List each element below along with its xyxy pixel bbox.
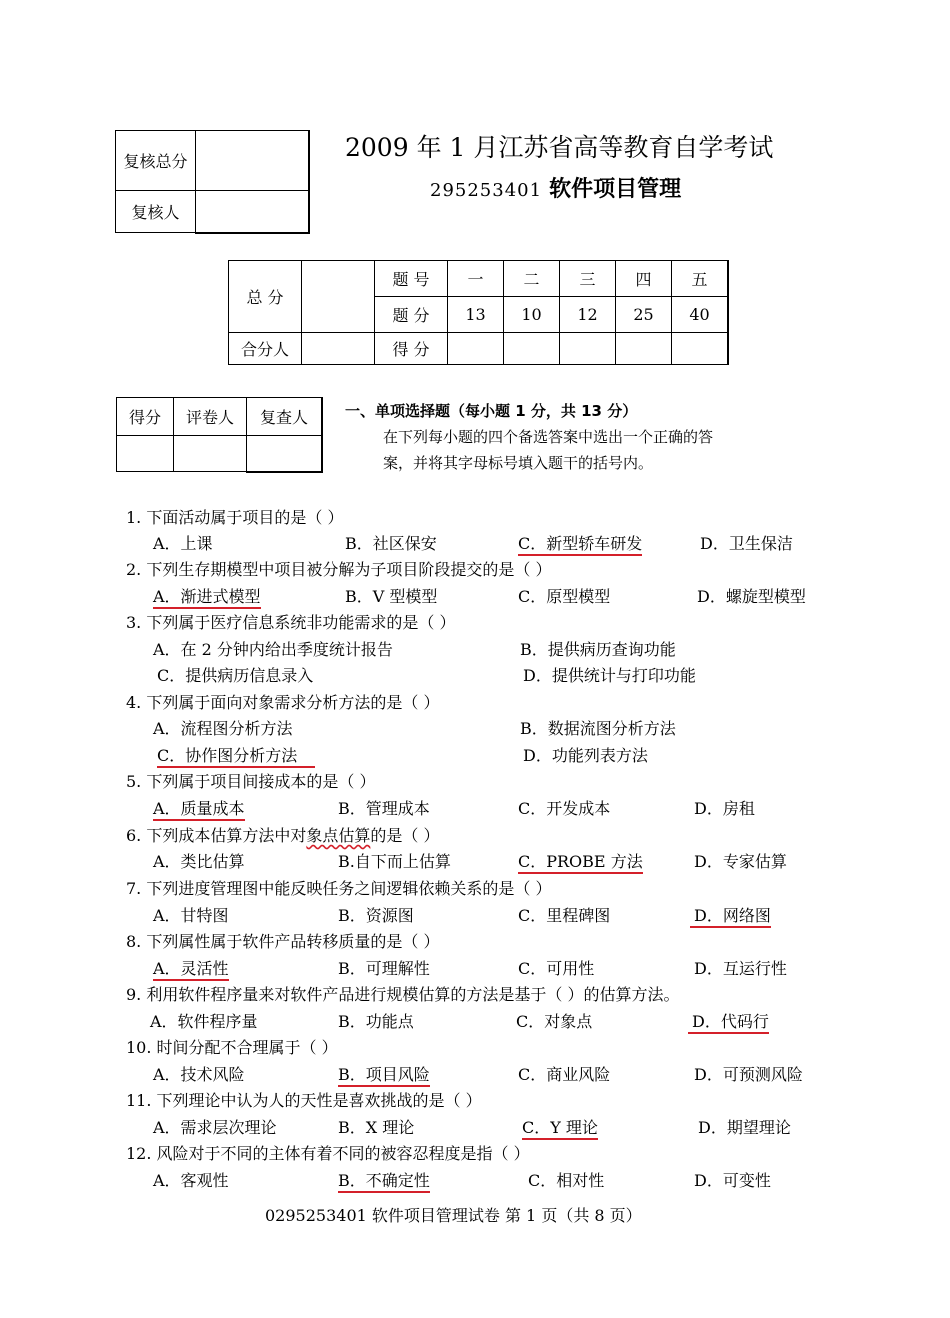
score-cell [504, 333, 560, 365]
section-header [345, 398, 713, 476]
reviewer-label: 复核人 [116, 191, 196, 233]
option: A．类比估算 [153, 852, 245, 871]
option: B．V 型模型 [345, 587, 438, 606]
section-points: 12 [560, 297, 616, 333]
exam-title: 2009 年 1 月江苏省高等教育自学考试 [345, 133, 774, 162]
question-stem: 7. 下列进度管理图中能反映任务之间逻辑依赖关系的是（ ） [126, 879, 552, 898]
option-answer [522, 1115, 598, 1138]
question-stem: 1. 下面活动属于项目的是（ ） [126, 508, 344, 527]
option: C．可用性 [518, 959, 595, 978]
section-heading: 一、单项选择题（每小题 1 分，共 13 分） [345, 402, 638, 420]
option: D．提供统计与打印功能 [523, 666, 696, 685]
reviewer-cell [196, 191, 310, 233]
option: C．提供病历信息录入 [157, 666, 314, 685]
question-stem: 2. 下列生存期模型中项目被分解为子项目阶段提交的是（ ） [126, 560, 552, 579]
score-cell [616, 333, 672, 365]
option: B．功能点 [338, 1012, 414, 1031]
answer-underline: B．项目风险 [338, 1065, 430, 1087]
option: C．相对性 [528, 1171, 605, 1190]
answer-underline: B．不确定性 [338, 1171, 430, 1193]
option: B．社区保安 [345, 534, 437, 553]
option: A．客观性 [153, 1171, 229, 1190]
option: B.自下而上估算 [338, 852, 451, 871]
option: C．对象点 [516, 1012, 593, 1031]
section-number: 一 [448, 261, 504, 297]
option: D．螺旋型模型 [697, 587, 806, 606]
answer-underline: A．质量成本 [153, 799, 245, 821]
section-number-label: 题 号 [375, 261, 448, 297]
option-answer [688, 1009, 769, 1032]
course-name: 软件项目管理 [549, 177, 682, 202]
spellcheck-mark: 象点估算 [306, 826, 371, 845]
page-footer: 0295253401 软件项目管理试卷 第 1 页（共 8 页） [265, 1206, 642, 1225]
question-stem: 10. 时间分配不合理属于（ ） [126, 1038, 338, 1057]
option: B．X 理论 [338, 1118, 415, 1137]
option: B．提供病历查询功能 [520, 640, 676, 659]
question-stem: 3. 下列属于医疗信息系统非功能需求的是（ ） [126, 613, 456, 632]
answer-underline: C．Y 理论 [522, 1118, 598, 1140]
answer-underline: A．渐进式模型 [153, 587, 261, 609]
option: D．功能列表方法 [523, 746, 648, 765]
section-number: 二 [504, 261, 560, 297]
option: A．上课 [153, 534, 213, 553]
section-instruction: 在下列每小题的四个备选答案中选出一个正确的答 [383, 428, 714, 446]
option-answer [153, 584, 261, 607]
combiner-cell [302, 333, 375, 365]
option: A．在 2 分钟内给出季度统计报告 [153, 640, 393, 659]
option-answer [338, 1062, 430, 1085]
combiner-label: 合分人 [229, 333, 302, 365]
answer-underline: C．协作图分析方法 [157, 746, 315, 768]
course-title [430, 172, 681, 203]
total-label: 总 分 [229, 261, 302, 333]
section-points: 13 [448, 297, 504, 333]
option: D．互运行性 [694, 959, 787, 978]
option: B．资源图 [338, 906, 414, 925]
option: A．软件程序量 [150, 1012, 258, 1031]
stem-text: 的是（ ） [370, 826, 440, 845]
option: A．技术风险 [153, 1065, 245, 1084]
section-number: 三 [560, 261, 616, 297]
score-label: 得分 [117, 398, 174, 436]
section-number: 五 [672, 261, 729, 297]
section-points-label: 题 分 [375, 297, 448, 333]
option: C．开发成本 [518, 799, 611, 818]
question-stem: 9. 利用软件程序量来对软件产品进行规模估算的方法是基于（ ）的估算方法。 [126, 985, 680, 1004]
question-stem [126, 823, 439, 846]
option-answer [153, 956, 229, 979]
score-label: 得 分 [375, 333, 448, 365]
answer-underline: C．PROBE 方法 [518, 852, 643, 874]
option: A．需求层次理论 [153, 1118, 277, 1137]
question-stem: 11. 下列理论中认为人的天性是喜欢挑战的是（ ） [126, 1091, 482, 1110]
question-stem: 8. 下列属性属于软件产品转移质量的是（ ） [126, 932, 440, 951]
option: B．数据流图分析方法 [520, 719, 676, 738]
grader-label: 评卷人 [174, 398, 247, 436]
option: D．房租 [694, 799, 755, 818]
option: D．可预测风险 [694, 1065, 803, 1084]
option-answer [157, 743, 315, 766]
checker-cell [247, 436, 323, 472]
stem-text: 6. 下列成本估算方法中对 [126, 826, 307, 845]
answer-underline: A．灵活性 [153, 959, 229, 981]
section-points: 25 [616, 297, 672, 333]
total-cell [302, 261, 375, 333]
question-stem: 12. 风险对于不同的主体有着不同的被容忍程度是指（ ） [126, 1144, 530, 1163]
checker-label: 复查人 [247, 398, 323, 436]
option: B．管理成本 [338, 799, 430, 818]
question-stem: 5. 下列属于项目间接成本的是（ ） [126, 772, 376, 791]
grader-cell [174, 436, 247, 472]
score-cell [560, 333, 616, 365]
option: A．甘特图 [153, 906, 229, 925]
course-code: 295253401 [430, 180, 543, 201]
answer-underline: D．代码行 [688, 1012, 769, 1034]
answer-underline: C．新型轿车研发 [518, 534, 642, 556]
option: B．可理解性 [338, 959, 430, 978]
option-answer [338, 1168, 430, 1191]
answer-underline: D．网络图 [690, 906, 771, 928]
review-total-label: 复核总分 [116, 131, 196, 191]
option: D．卫生保洁 [700, 534, 793, 553]
option: D．期望理论 [698, 1118, 791, 1137]
option-answer [518, 849, 643, 872]
option: A．流程图分析方法 [153, 719, 293, 738]
section-points: 40 [672, 297, 729, 333]
option: C．原型模型 [518, 587, 611, 606]
option-answer [690, 903, 771, 926]
score-cell [448, 333, 504, 365]
score-cell [672, 333, 729, 365]
review-total-cell [196, 131, 310, 191]
option-answer [153, 796, 245, 819]
review-box [115, 130, 310, 234]
question-stem: 4. 下列属于面向对象需求分析方法的是（ ） [126, 693, 440, 712]
section-points: 10 [504, 297, 560, 333]
option: D．专家估算 [694, 852, 787, 871]
score-table [228, 260, 729, 365]
section-number: 四 [616, 261, 672, 297]
option: C．里程碑图 [518, 906, 611, 925]
option: C．商业风险 [518, 1065, 611, 1084]
option: D．可变性 [694, 1171, 771, 1190]
grader-box [116, 397, 323, 473]
section-instruction: 案，并将其字母标号填入题干的括号内。 [383, 454, 654, 472]
option-answer [518, 531, 642, 554]
score-cell [117, 436, 174, 472]
